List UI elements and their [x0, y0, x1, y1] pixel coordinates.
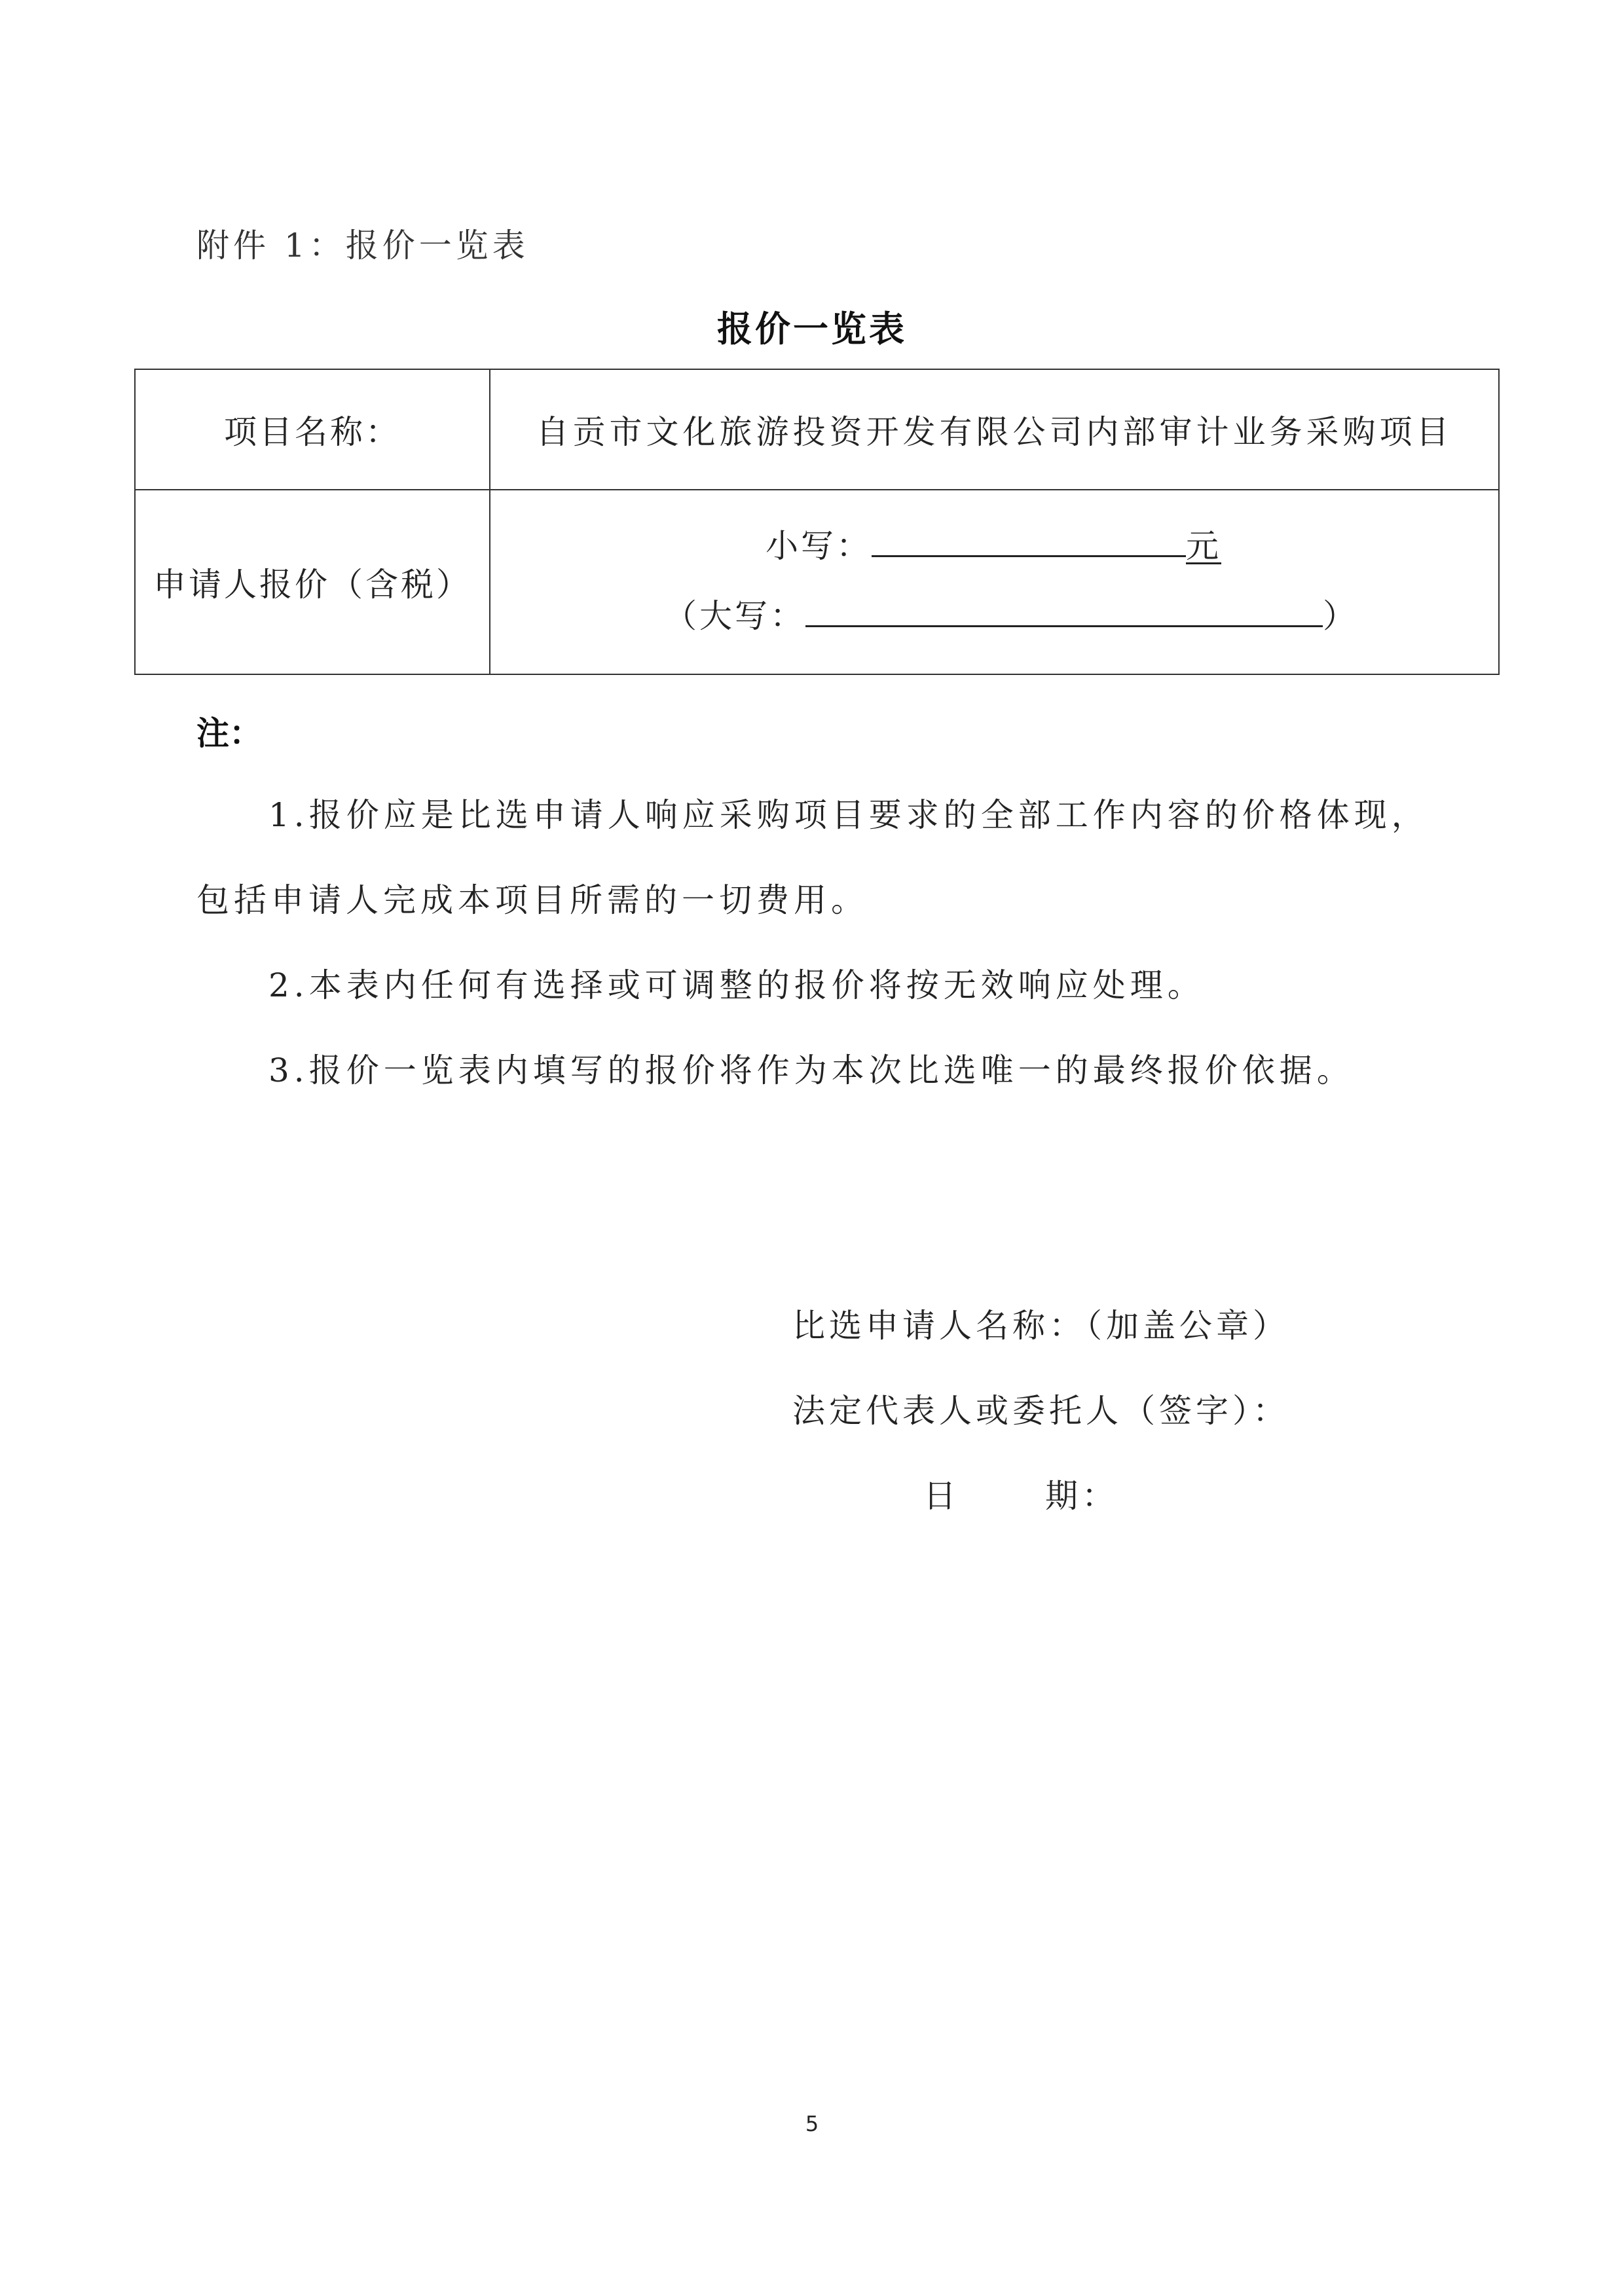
- price-uppercase-label: （大写：: [664, 597, 805, 635]
- date-line: [923, 1470, 1118, 1517]
- table-row: [135, 369, 1499, 490]
- date-label-left: 日: [923, 1477, 960, 1515]
- price-unit: 元: [1186, 527, 1221, 565]
- price-uppercase-line: [664, 590, 1358, 637]
- quote-table: [134, 369, 1500, 675]
- note-item-3: 3.报价一览表内填写的报价将作为本次比选唯一的最终报价依据。: [268, 1051, 1354, 1089]
- price-cell: [490, 490, 1499, 674]
- note-item-2: 2.本表内任何有选择或可调整的报价将按无效响应处理。: [268, 966, 1205, 1004]
- note-item-1: 1.报价应是比选申请人响应采购项目要求的全部工作内容的价格体现，: [268, 796, 1429, 834]
- price-lowercase-field[interactable]: [872, 526, 1186, 557]
- representative-signature-line: 法定代表人或委托人（签字）：: [792, 1392, 1289, 1430]
- price-uppercase-close: ）: [1323, 597, 1358, 635]
- note-item-1-continued: 包括申请人完成本项目所需的一切费用。: [196, 881, 868, 919]
- project-name-value: 自贡市文化旅游投资开发有限公司内部审计业务采购项目: [490, 369, 1499, 490]
- page-number: 5: [805, 2111, 819, 2136]
- notes-label: 注：: [196, 714, 262, 752]
- page-title: 报价一览表: [717, 308, 907, 350]
- price-lowercase-label: 小写：: [766, 527, 872, 565]
- project-name-label: 项目名称：: [135, 369, 490, 490]
- table-row: [135, 490, 1499, 674]
- applicant-name-line: 比选申请人名称：（加盖公章）: [792, 1307, 1289, 1345]
- date-label-right: 期：: [1045, 1477, 1118, 1515]
- price-label: 申请人报价（含税）: [135, 490, 490, 674]
- price-lowercase-line: [766, 520, 1221, 567]
- attachment-heading: 附件 1：报价一览表: [196, 227, 529, 264]
- price-uppercase-field[interactable]: [805, 596, 1323, 627]
